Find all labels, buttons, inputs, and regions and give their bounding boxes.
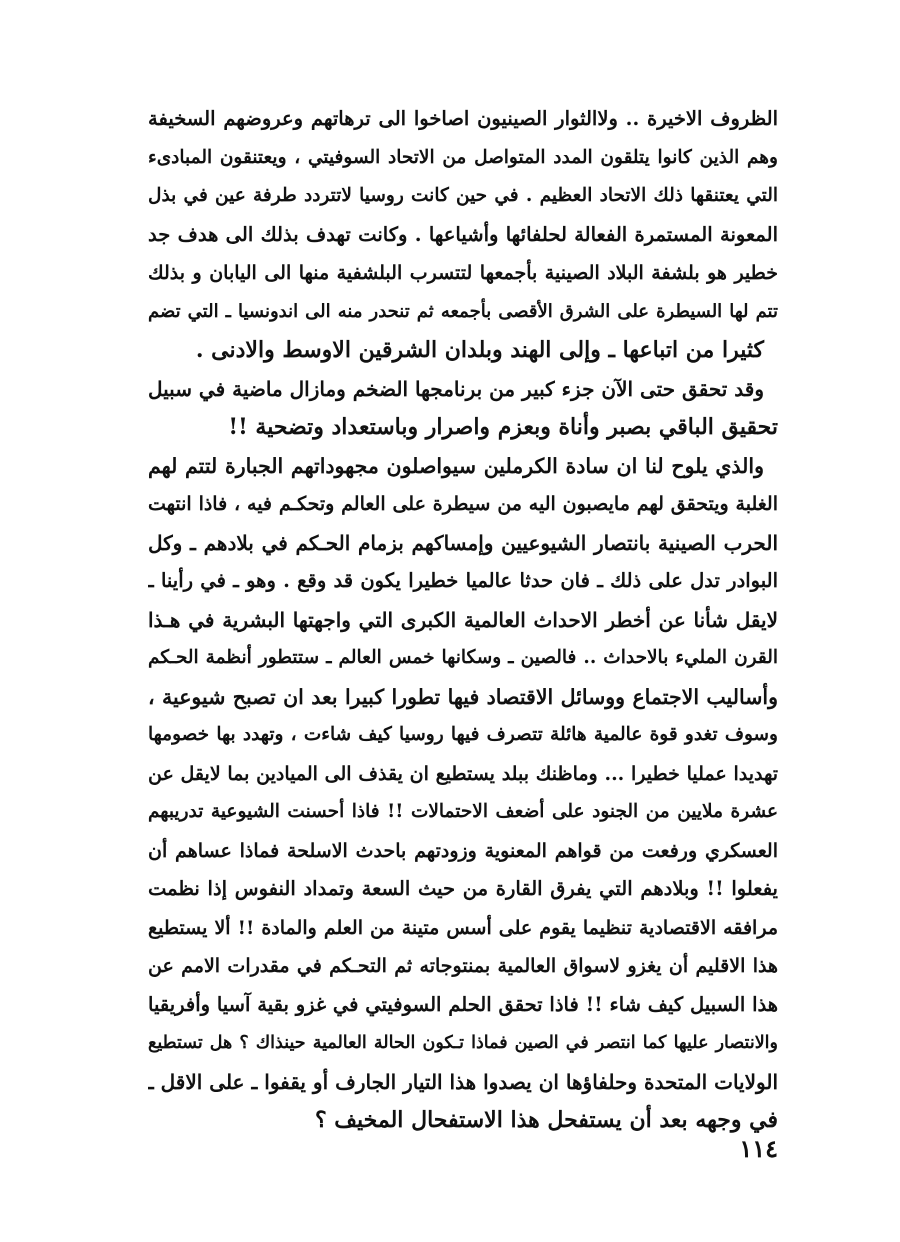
text-line: تحقيق الباقي بصبر وأناة وبعزم واصرار وباستعداد وتضحية !!	[228, 414, 778, 440]
text-line: وأساليب الاجتماع ووسائل الاقتصاد فيها تطورا كبيرا بعد ان تصبح شيوعية ،	[148, 684, 778, 709]
text-line: الغلبة ويتحقق لهم مايصبون اليه من سيطرة على العالم وتحكـم فيه ، فاذا انتهت	[148, 493, 778, 515]
text-line: والانتصار عليها كما انتصر في الصين فماذا تـكون الحالة العالمية حينذاك ؟ هل تستطيع	[148, 1033, 778, 1053]
text-line: هذا الاقليم أن يغزو لاسواق العالمية بمنتوجاته ثم التحـكم في مقدرات الامم عن	[148, 955, 778, 977]
text-line: لايقل شأنا عن أخطر الاحداث العالمية الكبرى التي واجهتها البشرية في هـذا	[148, 607, 778, 632]
text-line: العسكري ورفعت من قواهم المعنوية وزودتهم باحدث الاسلحة فماذا عساهم أن	[148, 839, 778, 862]
text-line: تتم لها السيطرة على الشرق الأقصى بأجمعه ثم تنحدر منه الى اندونسيا ـ التي تضم	[148, 300, 778, 322]
text-line: في وجهه بعد أن يستفحل هذا الاستفحال المخيف ؟	[314, 1107, 778, 1133]
text-line: عشرة ملايين من الجنود على أضعف الاحتمالات !! فاذا أحسنت الشيوعية تدريبهم	[148, 801, 778, 822]
body-text	[148, 100, 778, 1140]
text-line: تهديدا عمليا خطيرا ... وماظنك ببلد يستطيع ان يقذف الى الميادين بما لايقل عن	[148, 762, 778, 785]
text-line: وسوف تغدو قوة عالمية هائلة تتصرف فيها روسيا كيف شاءت ، وتهدد بها خصومها	[148, 724, 778, 745]
text-line: والذي يلوح لنا ان سادة الكرملين سيواصلون مجهوداتهم الجبارة لتتم لهم	[148, 453, 764, 478]
text-line: خطير هو بلشفة البلاد الصينية بأجمعها لتتسرب البلشفية منها الى اليابان و بذلك	[148, 262, 778, 284]
text-line: مرافقه الاقتصادية تنظيما يقوم على أسس متينة من العلم والمادة !! ألا يستطيع	[148, 916, 778, 939]
page-number: ١١٤	[739, 1134, 778, 1163]
text-line: المعونة المستمرة الفعالة لحلفائها وأشياعها . وكانت تهدف بذلك الى هدف جد	[148, 222, 778, 246]
text-line: وقد تحقق حتى الآن جزء كبير من برنامجها الضخم ومازال ماضية في سبيل	[148, 376, 764, 401]
text-line: التي يعتنقها ذلك الاتحاد العظيم . في حين كانت روسيا لاتتردد طرفة عين في بذل	[148, 185, 778, 206]
text-line: الحرب الصينية بانتصار الشيوعيين وإمساكهم بزمام الحـكم في بلادهم ـ وكل	[148, 530, 778, 555]
text-line: كثيرا من اتباعها ـ وإلى الهند وبلدان الشرقين الاوسط والادنى .	[195, 337, 764, 363]
text-line: الولايات المتحدة وحلفاؤها ان يصدوا هذا التيار الجارف أو يقفوا ـ على الاقل ـ	[148, 1069, 778, 1094]
text-line: هذا السبيل كيف شاء !! فاذا تحقق الحلم السوفيتي في غزو بقية آسيا وأفريقيا	[148, 992, 778, 1016]
text-line: القرن المليء بالاحداث .. فالصين ـ وسكانها خمس العالم ـ ستتطور أنظمة الحـكم	[148, 647, 778, 668]
text-line: وهم الذين كانوا يتلقون المدد المتواصل من الاتحاد السوفيتي ، ويعتنقون المبادىء	[148, 146, 778, 168]
text-line: الظروف الاخيرة .. ولاالثوار الصينيون اصاخوا الى ترهاتهم وعروضهم السخيفة	[148, 107, 778, 130]
text-line: يفعلوا !! وبلادهم التي يفرق القارة من حيث السعة وتمداد النفوس إذا نظمت	[148, 877, 778, 900]
text-line: البوادر تدل على ذلك ـ فان حدثا عالميا خطيرا يكون قد وقع . وهو ـ في رأينا ـ	[148, 569, 778, 592]
